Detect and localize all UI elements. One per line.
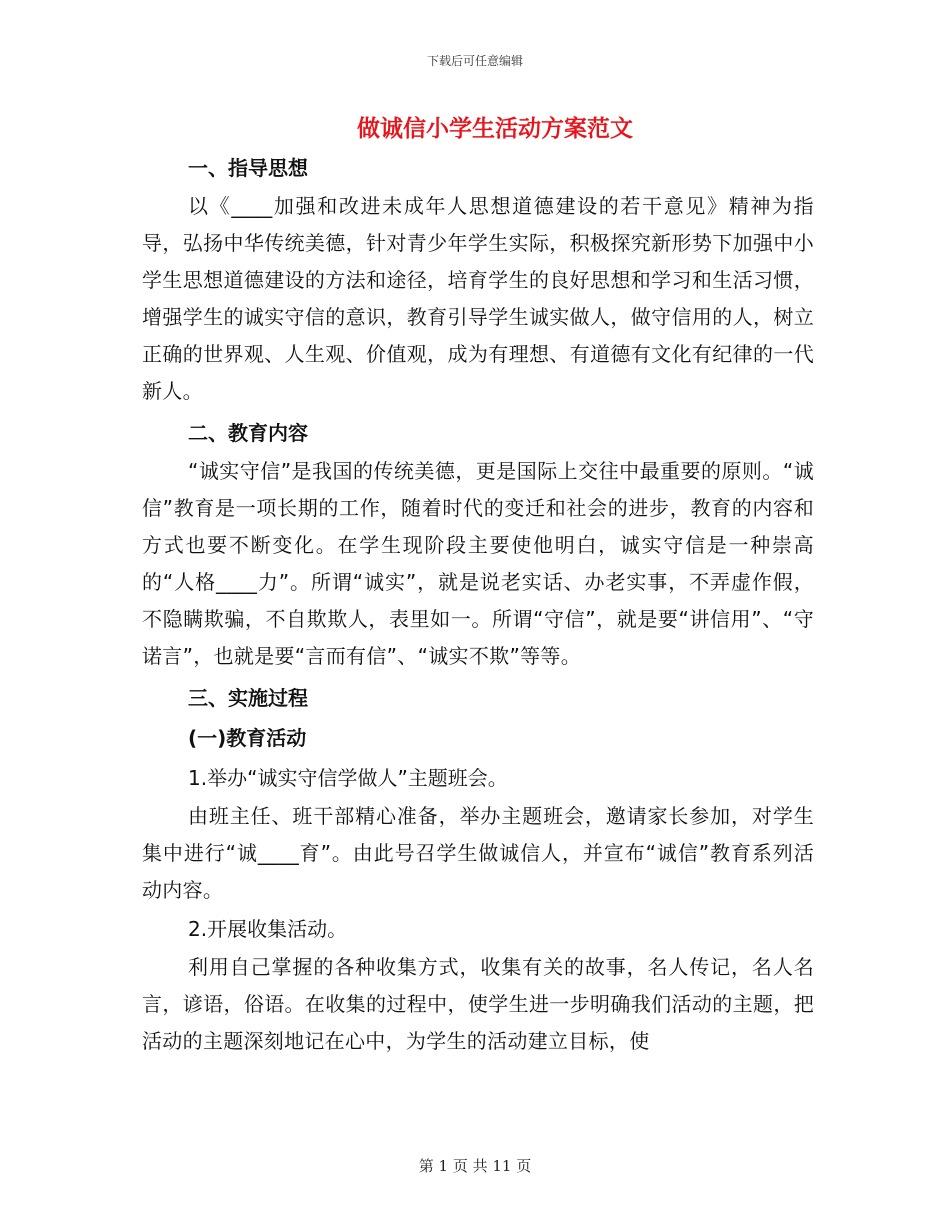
paragraph-collection-activity: 利用自己掌握的各种收集方式，收集有关的故事，名人传记，名人名言，谚语，俗语。在收集的过程中，使学生进一步明确我们活动的主题，把活动的主题深刻地记在心中，为学生的活动建立目标，使 [142,955,814,1053]
subsection-heading-education-activities: (一)教育活动 [188,726,307,750]
section-heading-guiding-ideology: 一、指导思想 [188,156,308,180]
item-title-collection-activity: 2.开展收集活动。 [188,917,348,941]
header-note: 下载后可任意编辑 [426,54,523,68]
paragraph-education-content: “诚实守信”是我国的传统美德，更是国际上交往中最重要的原则。“诚信”教育是一项长期的工作，随着时代的变迁和社会的进步，教育的内容和方式也要不断变化。在学生现阶段主要使他明白，诚实守信是一种崇高的“人格____力”。所谓“诚实”，就是说老实话、办老实事，不弄虚作假，不隐瞒欺骗，不自欺欺人，表里如一。所谓“守信”，就是要“讲信用”、“守诺言”，也就是要“言而有信”、“诚实不欺”等等。 [142,459,814,668]
paragraph-theme-meeting: 由班主任、班干部精心准备，举办主题班会，邀请家长参加，对学生集中进行“诚____育”。由此号召学生做诚信人，并宣布“诚信”教育系列活动内容。 [142,804,814,902]
item-title-theme-meeting: 1.举办“诚实守信学做人”主题班会。 [188,766,508,790]
document-title: 做诚信小学生活动方案范文 [357,115,633,142]
document-body [142,148,814,1060]
section-heading-implementation: 三、实施过程 [188,686,308,710]
section-heading-education-content: 二、教育内容 [188,421,308,445]
paragraph-guiding-ideology: 以《____加强和改进未成年人思想道德建设的若干意见》精神为指导，弘扬中华传统美德，针对青少年学生实际，积极探究新形势下加强中小学生思想道德建设的方法和途径，培育学生的良好思想和学习和生活习惯，增强学生的诚实守信的意识，教育引导学生诚实做人，做守信用的人，树立正确的世界观、人生观、价值观，成为有理想、有道德有文化有纪律的一代新人。 [142,194,814,403]
page-footer: 第 1 页 共 11 页 [418,1157,532,1175]
